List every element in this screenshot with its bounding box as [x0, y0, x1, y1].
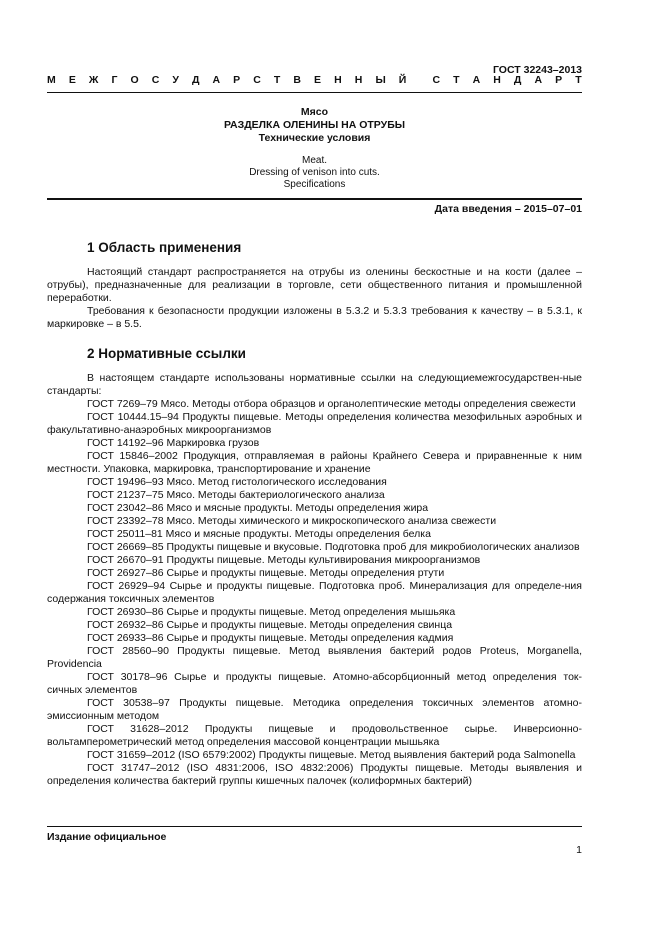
reference-item: ГОСТ 10444.15–94 Продукты пищевые. Методы определения количества мезофильных аэробных и факультативно-анаэробных микроорганизмов — [47, 411, 582, 436]
banner-letter: Н — [334, 74, 342, 86]
footer-rule — [47, 826, 582, 827]
banner-letter: Н — [354, 74, 363, 86]
introduction-date: Дата введения – 2015–07–01 — [434, 203, 582, 215]
reference-item: ГОСТ 28560–90 Продукты пищевые. Метод выявления бактерий родов Proteus, Morganella, Providencia — [47, 645, 582, 670]
banner-letter: Р — [555, 74, 563, 86]
header-rule — [47, 92, 582, 93]
scope-body — [47, 266, 582, 331]
references-heading: 2 Нормативные ссылки — [87, 346, 246, 361]
reference-item: ГОСТ 21237–75 Мясо. Методы бактериологического анализа — [87, 489, 385, 501]
reference-item: ГОСТ 31628–2012 Продукты пищевые и продовольственное сырье. Инверсионно-вольтамперометрический метод определения массовой концентрации мышьяка — [47, 723, 582, 748]
standard-banner — [47, 74, 582, 86]
banner-letter: Ж — [88, 74, 99, 86]
banner-letter: Е — [68, 74, 76, 86]
paragraph: Настоящий стандарт распространяется на отрубы из оленины бескостные и на кости (далее – отрубы), предназначенные для реализации в торговле, сети общественного питания и промышленной переработки. — [47, 266, 582, 304]
reference-item: ГОСТ 25011–81 Мясо и мясные продукты. Методы определения белка — [87, 528, 431, 540]
reference-item: ГОСТ 30178–96 Сырье и продукты пищевые. Атомно-абсорбционный метод определения ток-сичных элементов — [47, 671, 582, 696]
banner-letter: Р — [233, 74, 241, 86]
banner-letter: С — [151, 74, 160, 86]
banner-letter: Т — [453, 74, 460, 86]
page-number: 1 — [576, 844, 582, 856]
reference-item: ГОСТ 23392–78 Мясо. Методы химического и микроскопического анализа свежести — [87, 515, 497, 527]
gost-code: ГОСТ 32243–2013 — [492, 64, 582, 76]
banner-letter: Е — [314, 74, 322, 86]
reference-item: ГОСТ 26933–86 Сырье и продукты пищевые. Методы определения кадмия — [87, 632, 454, 644]
banner-letter: О — [130, 74, 139, 86]
reference-item: ГОСТ 15846–2002 Продукция, отправляемая в районы Крайнего Севера и приравненные к ним местности. Упаковка, маркировка, транспортирование и хранение — [47, 450, 582, 475]
banner-letter: У — [172, 74, 179, 86]
banner-letter: А — [534, 74, 543, 86]
banner-letter: Д — [513, 74, 522, 86]
reference-item: ГОСТ 26930–86 Сырье и продукты пищевые. Метод определения мышьяка — [87, 606, 456, 618]
banner-letter: С — [432, 74, 441, 86]
scope-heading: 1 Область применения — [87, 240, 242, 255]
reference-item: ГОСТ 14192–96 Маркировка грузов — [87, 437, 260, 449]
banner-letter: В — [293, 74, 301, 86]
banner-letter: Д — [191, 74, 200, 86]
banner-letter: А — [472, 74, 481, 86]
banner-letter: А — [212, 74, 221, 86]
paragraph: Требования к безопасности продукции изложены в 5.3.2 и 5.3.3 требования к качеству – в 5.3.1, к маркировке – в 5.5. — [47, 305, 582, 330]
reference-item: ГОСТ 19496–93 Мясо. Метод гистологического исследования — [87, 476, 387, 488]
title-main: РАЗДЕЛКА ОЛЕНИНЫ НА ОТРУБЫ — [223, 119, 406, 131]
banner-letter: С — [253, 74, 261, 86]
official-edition-label: Издание официальное — [47, 831, 167, 843]
title-category: Мясо — [300, 106, 329, 118]
reference-item: ГОСТ 26927–86 Сырье и продукты пищевые. Методы определения ртути — [87, 567, 445, 579]
banner-letter: Г — [111, 74, 118, 86]
title-main-en: Dressing of venison into cuts. — [249, 167, 380, 178]
banner-letter: Й — [398, 74, 407, 86]
reference-item: ГОСТ 26932–86 Сырье и продукты пищевые. Методы определения свинца — [87, 619, 453, 631]
reference-item: ГОСТ 26669–85 Продукты пищевые и вкусовые. Подготовка проб для микробиологических анализов — [87, 541, 580, 553]
references-body — [47, 372, 582, 788]
reference-item: ГОСТ 23042–86 Мясо и мясные продукты. Методы определения жира — [87, 502, 429, 514]
title-sub-en: Specifications — [283, 179, 346, 190]
banner-letter: М — [47, 74, 56, 86]
title-category-en: Meat. — [301, 155, 327, 166]
paragraph: В настоящем стандарте использованы нормативные ссылки на следующиемежгосударствен-ные стандарты: — [47, 372, 582, 397]
title-sub: Технические условия — [258, 132, 371, 144]
reference-item: ГОСТ 7269–79 Мясо. Методы отбора образцов и органолептические методы определения свежести — [87, 398, 576, 410]
reference-item: ГОСТ 26929–94 Сырье и продукты пищевые. Подготовка проб. Минерализация для определе-ния содержания токсичных элементов — [47, 580, 582, 605]
banner-letter: Ы — [375, 74, 386, 86]
banner-letter: Н — [493, 74, 501, 86]
banner-letter: Т — [273, 74, 281, 86]
reference-item: ГОСТ 30538–97 Продукты пищевые. Методика определения токсичных элементов атомно-эмиссионным методом — [47, 697, 582, 722]
reference-item: ГОСТ 31747–2012 (ISO 4831:2006, ISO 4832:2006) Продукты пищевые. Методы выявления и определения количества бактерий группы кишечных палочек (колиформных бактерий) — [47, 762, 582, 787]
reference-item: ГОСТ 26670–91 Продукты пищевые. Методы культивирования микроорганизмов — [87, 554, 481, 566]
reference-item: ГОСТ 31659–2012 (ISO 6579:2002) Продукты пищевые. Метод выявления бактерий рода Salmonella — [87, 749, 576, 761]
title-rule — [47, 198, 582, 200]
banner-letter: Т — [575, 74, 582, 86]
